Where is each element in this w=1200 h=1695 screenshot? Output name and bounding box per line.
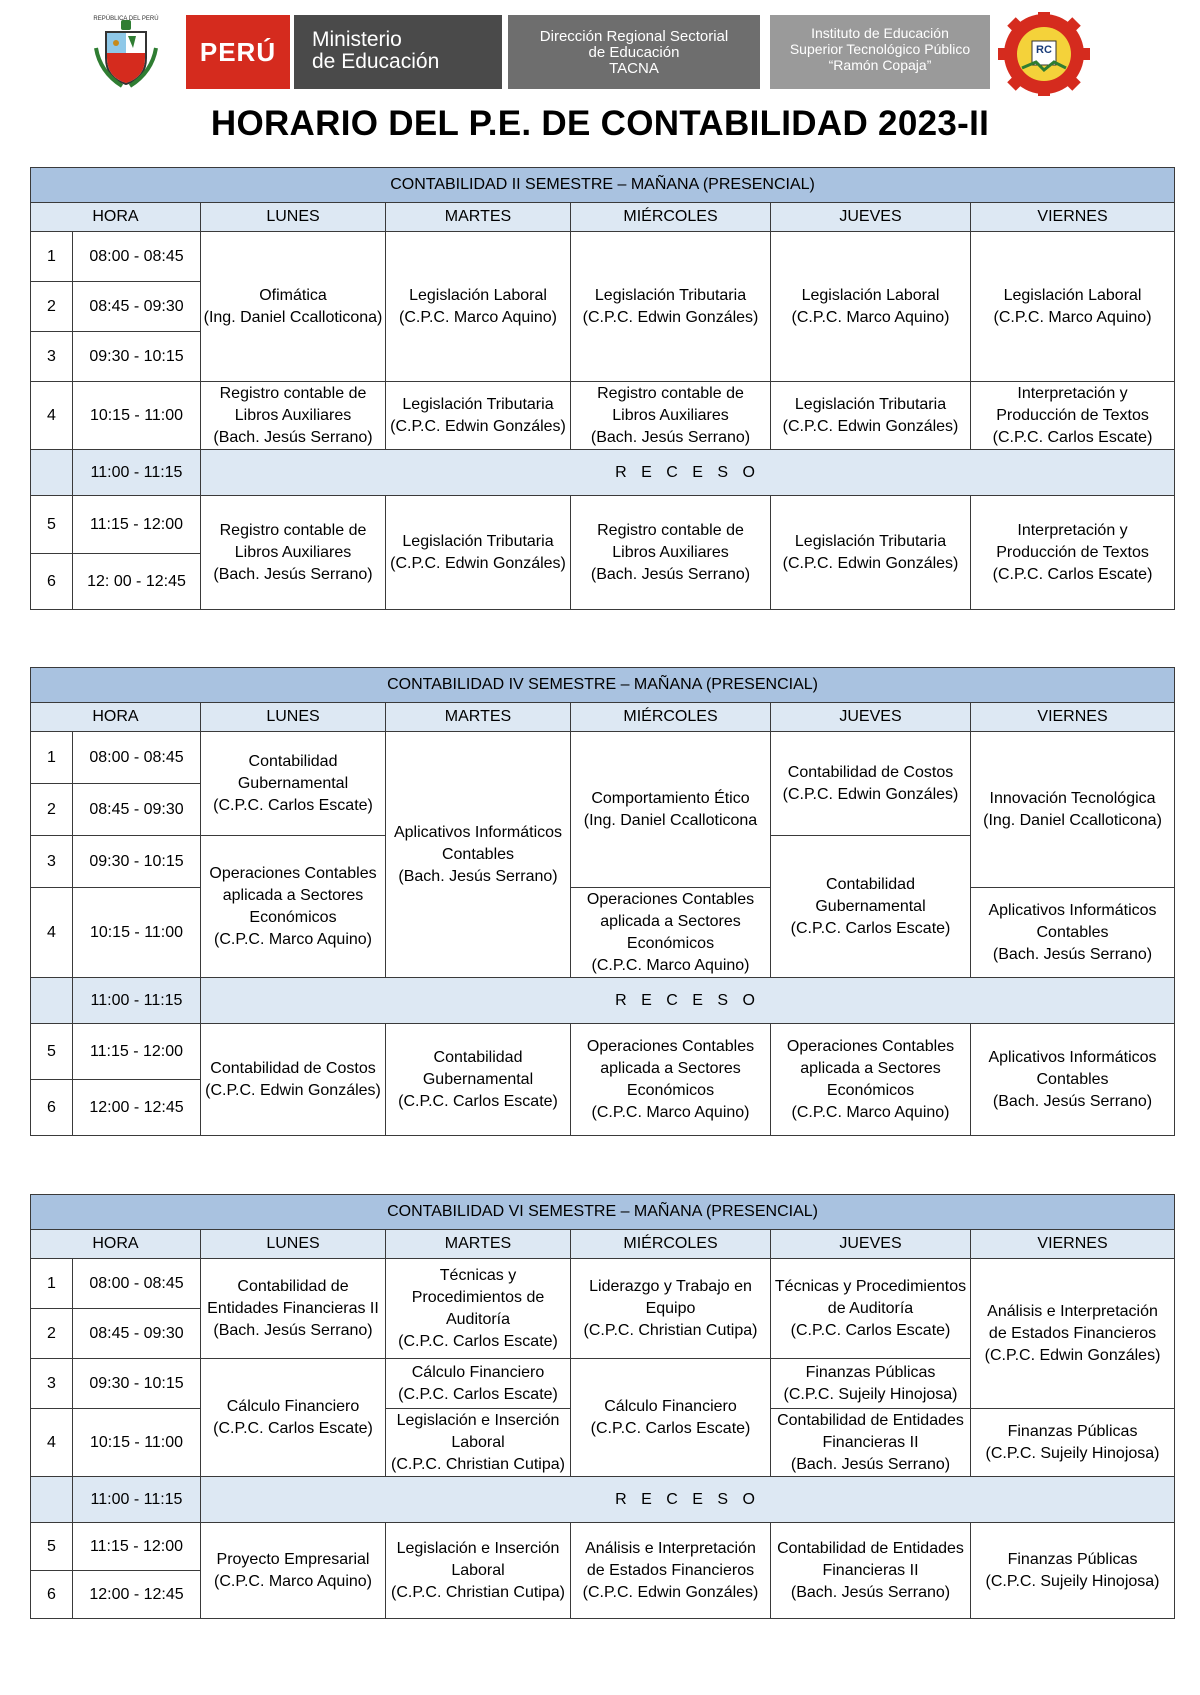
teacher: (Ing. Daniel Ccalloticona) xyxy=(983,811,1162,829)
course: Contabilidad xyxy=(248,752,338,770)
class-cell xyxy=(386,496,571,610)
time-slot: 11:15 - 12:00 xyxy=(73,1024,201,1080)
teacher: (Ing. Daniel Ccalloticona) xyxy=(203,308,383,326)
class-cell xyxy=(571,232,771,382)
class-cell xyxy=(771,1409,971,1477)
teacher: (C.P.C. Carlos Escate) xyxy=(992,565,1153,583)
course: Proyecto Empresarial xyxy=(216,1550,370,1568)
teacher: (C.P.C. Edwin Gonzáles) xyxy=(582,1583,759,1601)
course: Legislación e Inserción xyxy=(396,1539,560,1557)
class-cell xyxy=(386,232,571,382)
course: Contabilidad de Entidades xyxy=(777,1539,964,1557)
class-cell xyxy=(571,1024,771,1136)
teacher: (C.P.C. Marco Aquino) xyxy=(214,1572,372,1590)
row-number: 3 xyxy=(31,836,73,888)
header-logos xyxy=(0,12,1200,92)
class-cell xyxy=(971,888,1175,978)
ministry-line1: Ministerio xyxy=(312,28,402,51)
recess-label: R E C E S O xyxy=(201,1477,1175,1523)
time-slot: 09:30 - 10:15 xyxy=(73,332,201,382)
course: Libros Auxiliares xyxy=(612,543,729,561)
course: aplicada a Sectores xyxy=(800,1059,941,1077)
course: Registro contable de xyxy=(219,521,367,539)
course: Contables xyxy=(1036,1070,1109,1088)
col-hora: HORA xyxy=(31,703,201,732)
teacher: (C.P.C. Carlos Escate) xyxy=(213,1419,373,1437)
teacher: (Bach. Jesús Serrano) xyxy=(790,1455,951,1473)
teacher: (Bach. Jesús Serrano) xyxy=(790,1583,951,1601)
course: Procedimientos de xyxy=(411,1288,545,1306)
course: Contabilidad de Entidades xyxy=(777,1411,964,1429)
time-slot: 08:00 - 08:45 xyxy=(73,232,201,282)
col-lunes: LUNES xyxy=(201,1230,386,1259)
row-number-empty xyxy=(31,1477,73,1523)
class-cell xyxy=(571,1359,771,1477)
course: Económicos xyxy=(626,1081,715,1099)
col-martes: MARTES xyxy=(386,203,571,232)
row-number-empty xyxy=(31,450,73,496)
row-number: 1 xyxy=(31,232,73,282)
teacher: (C.P.C. Marco Aquino) xyxy=(214,930,372,948)
class-cell xyxy=(386,1259,571,1359)
course: Registro contable de xyxy=(597,384,744,402)
recess-time: 11:00 - 11:15 xyxy=(73,1477,201,1523)
course: Gubernamental xyxy=(237,774,349,792)
course: Auditoría xyxy=(445,1310,511,1328)
course: Operaciones Contables xyxy=(786,1037,955,1055)
course: Registro contable de xyxy=(219,384,367,402)
row-number: 5 xyxy=(31,1523,73,1571)
course: Legislación Tributaria xyxy=(402,532,554,550)
col-martes: MARTES xyxy=(386,703,571,732)
time-slot: 08:00 - 08:45 xyxy=(73,732,201,784)
class-cell xyxy=(201,232,386,382)
recess-label: R E C E S O xyxy=(201,450,1175,496)
course: Cálculo Financiero xyxy=(226,1397,360,1415)
course: Contabilidad de Costos xyxy=(787,763,954,781)
row-number: 6 xyxy=(31,554,73,610)
class-cell xyxy=(386,732,571,978)
class-cell xyxy=(571,1523,771,1619)
teacher: (C.P.C. Carlos Escate) xyxy=(590,1419,751,1437)
course: Innovación Tecnológica xyxy=(989,789,1156,807)
row-number: 1 xyxy=(31,732,73,784)
time-slot: 08:00 - 08:45 xyxy=(73,1259,201,1309)
dre-line2: de Educación xyxy=(588,44,680,61)
course: de Estados Financieros xyxy=(988,1324,1157,1342)
course: Libros Auxiliares xyxy=(612,406,729,424)
time-slot: 08:45 - 09:30 xyxy=(73,784,201,836)
recess-label: R E C E S O xyxy=(201,978,1175,1024)
institute-gear-emblem xyxy=(996,12,1092,96)
course: Legislación Tributaria xyxy=(794,395,947,413)
teacher: (Bach. Jesús Serrano) xyxy=(213,565,373,583)
row-number: 6 xyxy=(31,1080,73,1136)
teacher: (C.P.C. Christian Cutipa) xyxy=(583,1321,758,1339)
recess-time: 11:00 - 11:15 xyxy=(73,978,201,1024)
teacher: (Bach. Jesús Serrano) xyxy=(992,945,1153,963)
table-title: CONTABILIDAD II SEMESTRE – MAÑANA (PRESENCIAL) xyxy=(31,168,1175,203)
class-cell xyxy=(571,382,771,450)
course: Finanzas Públicas xyxy=(1007,1550,1138,1568)
teacher: (C.P.C. Edwin Gonzáles) xyxy=(782,417,959,435)
class-cell xyxy=(971,232,1175,382)
dre-tacna-logo xyxy=(508,15,760,89)
teacher: (C.P.C. Christian Cutipa) xyxy=(391,1455,565,1473)
class-cell xyxy=(201,1259,386,1359)
course: aplicada a Sectores xyxy=(222,886,364,904)
teacher: (C.P.C. Carlos Escate) xyxy=(398,1332,558,1350)
teacher: (C.P.C. Edwin Gonzáles) xyxy=(205,1081,381,1099)
time-slot: 11:15 - 12:00 xyxy=(73,1523,201,1571)
course: aplicada a Sectores xyxy=(600,1059,741,1077)
time-slot: 12:00 - 12:45 xyxy=(73,1571,201,1619)
escudo-caption: REPÚBLICA DEL PERÚ xyxy=(93,16,159,22)
teacher: (Bach. Jesús Serrano) xyxy=(992,1092,1153,1110)
course: Libros Auxiliares xyxy=(234,406,352,424)
class-cell xyxy=(386,1359,571,1409)
teacher: (C.P.C. Edwin Gonzáles) xyxy=(782,554,959,572)
course: Económicos xyxy=(826,1081,915,1099)
course: Producción de Textos xyxy=(996,543,1149,561)
time-slot: 10:15 - 11:00 xyxy=(73,888,201,978)
class-cell xyxy=(971,382,1175,450)
inst-line1: Instituto de Educación xyxy=(811,25,949,41)
teacher: (C.P.C. Carlos Escate) xyxy=(398,1092,558,1110)
course: Comportamiento Ético xyxy=(591,789,750,807)
table-title: CONTABILIDAD IV SEMESTRE – MAÑANA (PRESENCIAL) xyxy=(31,668,1175,703)
course: Aplicativos Informáticos xyxy=(393,823,563,841)
course: Registro contable de xyxy=(597,521,744,539)
teacher: (C.P.C. Edwin Gonzáles) xyxy=(582,308,759,326)
row-number: 4 xyxy=(31,888,73,978)
dre-line1: Dirección Regional Sectorial xyxy=(539,28,729,45)
class-cell xyxy=(201,382,386,450)
course: Económicos xyxy=(626,934,715,952)
class-cell xyxy=(971,732,1175,888)
class-cell xyxy=(771,1259,971,1359)
row-number: 1 xyxy=(31,1259,73,1309)
course: Cálculo Financiero xyxy=(411,1363,545,1381)
teacher: (C.P.C. Edwin Gonzáles) xyxy=(782,785,959,803)
course: Contabilidad de Costos xyxy=(210,1059,376,1077)
inst-line2: Superior Tecnológico Público xyxy=(789,41,971,57)
course: Aplicativos Informáticos xyxy=(988,1048,1157,1066)
teacher: (C.P.C. Edwin Gonzáles) xyxy=(390,554,566,572)
course: Legislación Laboral xyxy=(801,286,940,304)
col-miercoles: MIÉRCOLES xyxy=(571,203,771,232)
teacher: (C.P.C. Edwin Gonzáles) xyxy=(390,417,566,435)
course: Cálculo Financiero xyxy=(604,1397,737,1415)
peru-coat-of-arms-logo xyxy=(92,18,160,90)
time-slot: 10:15 - 11:00 xyxy=(73,1409,201,1477)
course: Operaciones Contables xyxy=(586,1037,755,1055)
time-slot: 10:15 - 11:00 xyxy=(73,382,201,450)
class-cell xyxy=(201,836,386,978)
teacher: (Bach. Jesús Serrano) xyxy=(590,428,751,446)
time-slot: 09:30 - 10:15 xyxy=(73,1359,201,1409)
col-lunes: LUNES xyxy=(201,703,386,732)
col-viernes: VIERNES xyxy=(971,203,1175,232)
course: Contabilidad xyxy=(433,1048,523,1066)
teacher: (C.P.C. Carlos Escate) xyxy=(790,919,951,937)
teacher: (C.P.C. Carlos Escate) xyxy=(992,428,1153,446)
course: Entidades Financieras II xyxy=(207,1299,379,1317)
institute-logo xyxy=(770,15,990,89)
course: Contabilidad xyxy=(826,875,915,893)
row-number-empty xyxy=(31,978,73,1024)
peru-label: PERÚ xyxy=(199,36,277,67)
teacher: (C.P.C. Marco Aquino) xyxy=(791,308,950,326)
class-cell xyxy=(771,1024,971,1136)
row-number: 5 xyxy=(31,496,73,554)
teacher: (C.P.C. Marco Aquino) xyxy=(993,308,1152,326)
course: Legislación Tributaria xyxy=(594,286,747,304)
course: Económicos xyxy=(249,908,337,926)
class-cell xyxy=(201,1024,386,1136)
class-cell xyxy=(201,1523,386,1619)
class-cell xyxy=(971,1409,1175,1477)
course: Contables xyxy=(1036,923,1109,941)
row-number: 6 xyxy=(31,1571,73,1619)
course: Operaciones Contables xyxy=(586,890,755,908)
class-cell xyxy=(971,1523,1175,1619)
time-slot: 08:45 - 09:30 xyxy=(73,282,201,332)
class-cell xyxy=(386,382,571,450)
col-lunes: LUNES xyxy=(201,203,386,232)
course: Financieras II xyxy=(822,1433,919,1451)
course: Análisis e Interpretación xyxy=(585,1539,756,1557)
teacher: (C.P.C. Carlos Escate) xyxy=(790,1321,951,1339)
course: de Estados Financieros xyxy=(586,1561,755,1579)
recess-time: 11:00 - 11:15 xyxy=(73,450,201,496)
course: Legislación Laboral xyxy=(1003,286,1142,304)
inst-line3: “Ramón Copaja” xyxy=(828,57,932,73)
dre-line3: TACNA xyxy=(609,60,659,77)
class-cell xyxy=(571,496,771,610)
course: Laboral xyxy=(451,1561,505,1579)
col-hora: HORA xyxy=(31,203,201,232)
col-jueves: JUEVES xyxy=(771,203,971,232)
teacher: (C.P.C. Marco Aquino) xyxy=(591,1103,750,1121)
class-cell xyxy=(386,1523,571,1619)
class-cell xyxy=(971,496,1175,610)
course: Gubernamental xyxy=(422,1070,534,1088)
row-number: 5 xyxy=(31,1024,73,1080)
schedule-table-sem4 xyxy=(30,667,1175,1136)
class-cell xyxy=(201,496,386,610)
course: Financieras II xyxy=(822,1561,919,1579)
teacher: (Ing. Daniel Ccalloticona xyxy=(583,811,758,829)
time-slot: 12: 00 - 12:45 xyxy=(73,554,201,610)
gear-emblem-text: RC xyxy=(1036,44,1052,56)
course: Aplicativos Informáticos xyxy=(988,901,1157,919)
teacher: (C.P.C. Carlos Escate) xyxy=(213,796,373,814)
teacher: (C.P.C. Christian Cutipa) xyxy=(391,1583,565,1601)
class-cell xyxy=(771,382,971,450)
course: Técnicas y Procedimientos xyxy=(774,1277,967,1295)
class-cell xyxy=(571,1259,771,1359)
course: Contables xyxy=(441,845,515,863)
teacher: (Bach. Jesús Serrano) xyxy=(590,565,751,583)
teacher: (C.P.C. Sujeily Hinojosa) xyxy=(783,1385,958,1403)
class-cell xyxy=(771,496,971,610)
row-number: 3 xyxy=(31,332,73,382)
class-cell xyxy=(771,836,971,978)
row-number: 3 xyxy=(31,1359,73,1409)
teacher: (C.P.C. Marco Aquino) xyxy=(399,308,557,326)
page-title: HORARIO DEL P.E. DE CONTABILIDAD 2023-II xyxy=(210,104,990,143)
class-cell xyxy=(201,1359,386,1477)
row-number: 2 xyxy=(31,784,73,836)
course: Ofimática xyxy=(259,286,327,304)
ministry-line2: de Educación xyxy=(312,50,440,73)
course: Legislación e Inserción xyxy=(396,1411,560,1429)
course: Análisis e Interpretación xyxy=(987,1302,1158,1320)
course: de Auditoría xyxy=(827,1299,914,1317)
course: Contabilidad de xyxy=(237,1277,349,1295)
course: Interpretación y xyxy=(1017,384,1128,402)
peru-brand-logo xyxy=(186,15,290,89)
course: Interpretación y xyxy=(1017,521,1128,539)
col-miercoles: MIÉRCOLES xyxy=(571,703,771,732)
schedule-table-sem2 xyxy=(30,167,1175,610)
col-miercoles: MIÉRCOLES xyxy=(571,1230,771,1259)
teacher: (Bach. Jesús Serrano) xyxy=(398,867,558,885)
course: Producción de Textos xyxy=(996,406,1149,424)
teacher: (Bach. Jesús Serrano) xyxy=(213,1321,373,1339)
class-cell xyxy=(201,732,386,836)
class-cell xyxy=(971,1259,1175,1409)
row-number: 4 xyxy=(31,382,73,450)
class-cell xyxy=(771,732,971,836)
teacher: (C.P.C. Marco Aquino) xyxy=(591,956,750,974)
class-cell xyxy=(571,732,771,888)
schedule-table-sem6 xyxy=(30,1194,1175,1619)
class-cell xyxy=(771,232,971,382)
teacher: (C.P.C. Edwin Gonzáles) xyxy=(984,1346,1161,1364)
teacher: (C.P.C. Sujeily Hinojosa) xyxy=(985,1444,1160,1462)
class-cell xyxy=(771,1523,971,1619)
class-cell xyxy=(386,1409,571,1477)
teacher: (C.P.C. Sujeily Hinojosa) xyxy=(985,1572,1160,1590)
col-jueves: JUEVES xyxy=(771,1230,971,1259)
class-cell xyxy=(571,888,771,978)
col-martes: MARTES xyxy=(386,1230,571,1259)
teacher: (Bach. Jesús Serrano) xyxy=(213,428,373,446)
course: Legislación Tributaria xyxy=(402,395,554,413)
col-viernes: VIERNES xyxy=(971,1230,1175,1259)
course: Legislación Laboral xyxy=(409,286,547,304)
course: Legislación Tributaria xyxy=(794,532,947,550)
table-title: CONTABILIDAD VI SEMESTRE – MAÑANA (PRESENCIAL) xyxy=(31,1195,1175,1230)
class-cell xyxy=(971,1024,1175,1136)
teacher: (C.P.C. Carlos Escate) xyxy=(398,1385,558,1403)
row-number: 4 xyxy=(31,1409,73,1477)
course: Libros Auxiliares xyxy=(234,543,352,561)
class-cell xyxy=(386,1024,571,1136)
col-viernes: VIERNES xyxy=(971,703,1175,732)
course: Liderazgo y Trabajo en xyxy=(589,1277,752,1295)
time-slot: 12:00 - 12:45 xyxy=(73,1080,201,1136)
row-number: 2 xyxy=(31,282,73,332)
ministry-logo xyxy=(294,15,502,89)
course: Técnicas y xyxy=(439,1266,517,1284)
time-slot: 08:45 - 09:30 xyxy=(73,1309,201,1359)
teacher: (C.P.C. Marco Aquino) xyxy=(791,1103,950,1121)
col-jueves: JUEVES xyxy=(771,703,971,732)
class-cell xyxy=(771,1359,971,1409)
time-slot: 11:15 - 12:00 xyxy=(73,496,201,554)
course: Finanzas Públicas xyxy=(1007,1422,1138,1440)
course: Operaciones Contables xyxy=(209,864,377,882)
course: Equipo xyxy=(645,1299,696,1317)
col-hora: HORA xyxy=(31,1230,201,1259)
time-slot: 09:30 - 10:15 xyxy=(73,836,201,888)
row-number: 2 xyxy=(31,1309,73,1359)
course: Laboral xyxy=(451,1433,505,1451)
course: Gubernamental xyxy=(815,897,926,915)
course: aplicada a Sectores xyxy=(600,912,741,930)
course: Finanzas Públicas xyxy=(805,1363,936,1381)
